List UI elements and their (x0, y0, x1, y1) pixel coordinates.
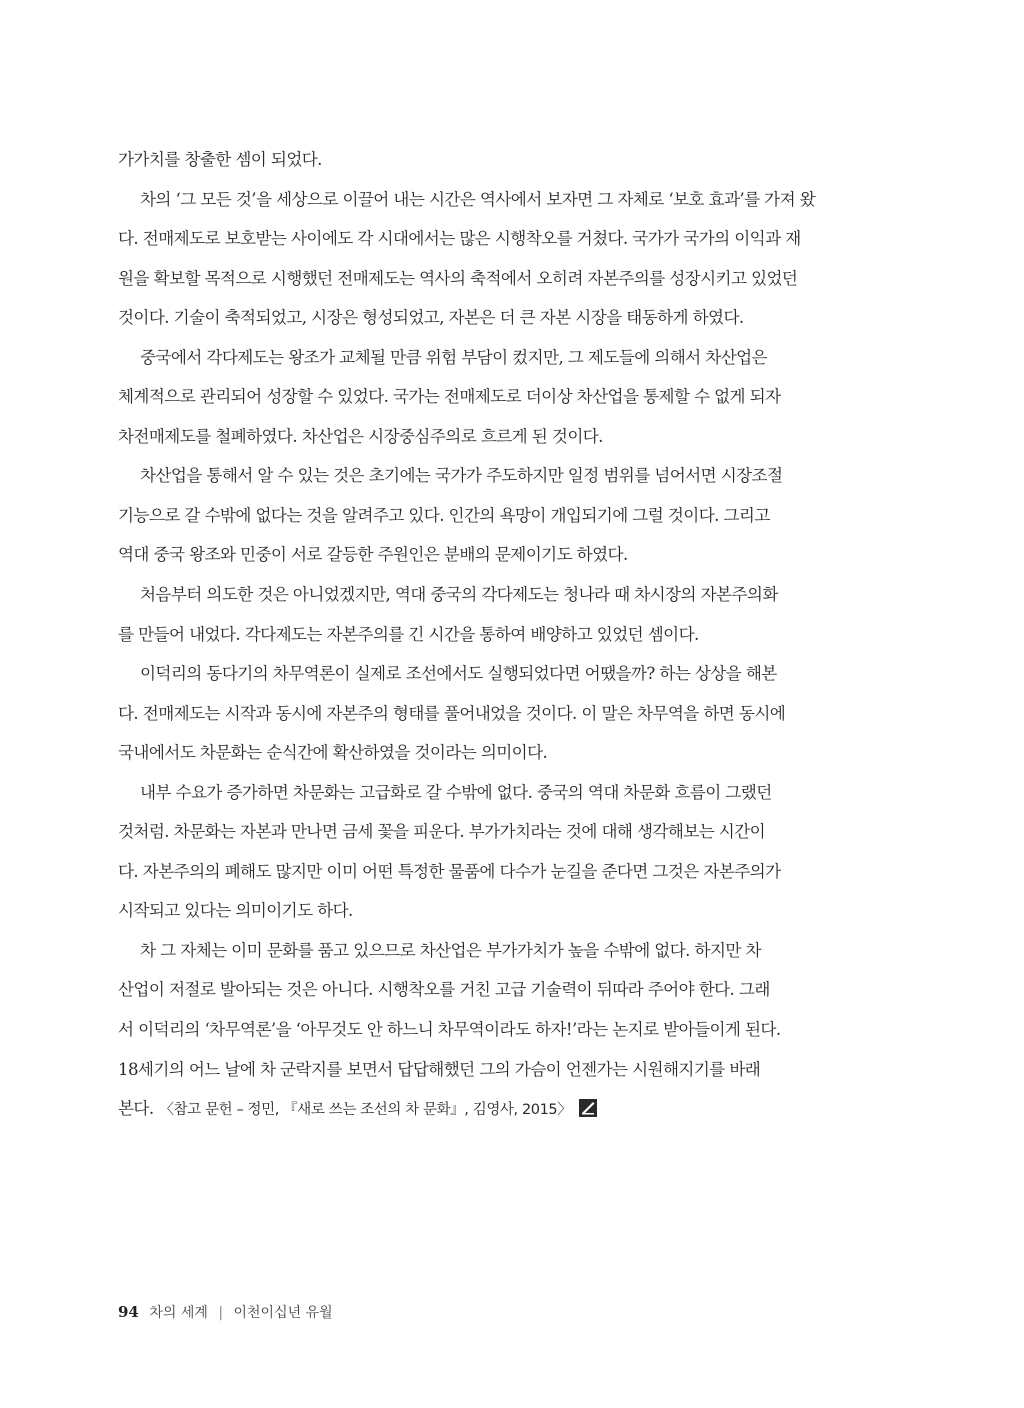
body-line-8: 차전매제도를 철폐하였다. 차산업은 시장중심주의로 흐르게 된 것이다. (118, 426, 603, 446)
body-line-17: 내부 수요가 증가하면 차문화는 고급화로 갈 수밖에 없다. 중국의 역대 차문화 흐름이 그랬던 (140, 782, 772, 802)
body-line-18: 것처럼. 차문화는 자본과 만나면 금세 꽃을 피운다. 부가가치라는 것에 대해 생각해보는 시간이 (118, 822, 766, 842)
body-line-20: 시작되고 있다는 의미이기도 하다. (118, 901, 353, 921)
body-line-21: 차 그 자체는 이미 문화를 품고 있으므로 차산업은 부가가치가 높을 수밖에 없다. 하지만 차 (140, 940, 761, 960)
article-end-mark-icon (579, 1099, 597, 1117)
page-number: 94 (118, 1303, 139, 1321)
body-line-24: 18세기의 어느 날에 차 군락지를 보면서 답답해했던 그의 가슴이 언젠가는 시원해지기를 바래 (118, 1059, 761, 1079)
body-line-15: 다. 전매제도는 시작과 동시에 자본주의 형태를 풀어내었을 것이다. 이 말은 차무역을 하면 동시에 (118, 703, 786, 723)
body-line-13: 를 만들어 내었다. 각다제도는 자본주의를 긴 시간을 통하여 배양하고 있었던 셈이다. (118, 624, 699, 644)
reference-citation: 〈참고 문헌 – 정민, 『새로 쓰는 조선의 차 문화』, 김영사, 2015〉 (159, 1102, 572, 1119)
body-line-5: 것이다. 기술이 축적되었고, 시장은 형성되었고, 자본은 더 큰 자본 시장을 태동하게 하였다. (118, 308, 744, 328)
page-footer (118, 1302, 333, 1322)
body-line-12: 처음부터 의도한 것은 아니었겠지만, 역대 중국의 각다제도는 청나라 때 차시장의 자본주의화 (140, 585, 778, 605)
body-line-1: 가가치를 창출한 셈이 되었다. (118, 150, 322, 169)
footer-separator: | (218, 1305, 224, 1321)
body-line-2: 차의 ‘그 모든 것’을 세상으로 이끌어 내는 시간은 역사에서 보자면 그 자체로 ‘보호 효과’를 가져 왔 (140, 189, 816, 209)
body-line-25 (118, 1089, 870, 1129)
body-line-19: 다. 자본주의의 폐해도 많지만 이미 어떤 특정한 물품에 다수가 눈길을 준다면 그것은 자본주의가 (118, 861, 781, 881)
body-line-6: 중국에서 각다제도는 왕조가 교체될 만큼 위험 부담이 컸지만, 그 제도들에 의해서 차산업은 (140, 347, 767, 367)
body-line-25-text: 본다. (118, 1099, 154, 1119)
body-line-16: 국내에서도 차문화는 순식간에 확산하였을 것이라는 의미이다. (118, 743, 548, 763)
body-line-14: 이덕리의 동다기의 차무역론이 실제로 조선에서도 실행되었다면 어땠을까? 하는 상상을 해본 (140, 664, 777, 684)
body-line-11: 역대 중국 왕조와 민중이 서로 갈등한 주원인은 분배의 문제이기도 하였다. (118, 545, 628, 565)
body-line-4: 원을 확보할 목적으로 시행했던 전매제도는 역사의 축적에서 오히려 자본주의를 성장시키고 있었던 (118, 268, 798, 288)
body-line-3: 다. 전매제도로 보호받는 사이에도 각 시대에서는 많은 시행착오를 거쳤다. 국가가 국가의 이익과 재 (118, 229, 801, 249)
body-line-10: 기능으로 갈 수밖에 없다는 것을 알려주고 있다. 인간의 욕망이 개입되기에 그럴 것이다. 그리고 (118, 505, 770, 525)
magazine-name: 차의 세계 (149, 1305, 208, 1321)
issue-date: 이천이십년 유월 (233, 1305, 333, 1321)
body-line-9: 차산업을 통해서 알 수 있는 것은 초기에는 국가가 주도하지만 일정 범위를 넘어서면 시장조절 (140, 466, 783, 486)
article-body (118, 140, 870, 1129)
body-line-23: 서 이덕리의 ‘차무역론’을 ‘아무것도 안 하느니 차무역이라도 하자!’라는 논지로 받아들이게 된다. (118, 1020, 781, 1040)
body-line-22: 산업이 저절로 발아되는 것은 아니다. 시행착오를 거친 고급 기술력이 뒤따라 주어야 한다. 그래 (118, 980, 770, 1000)
body-line-7: 체계적으로 관리되어 성장할 수 있었다. 국가는 전매제도로 더이상 차산업을 통제할 수 없게 되자 (118, 387, 781, 407)
